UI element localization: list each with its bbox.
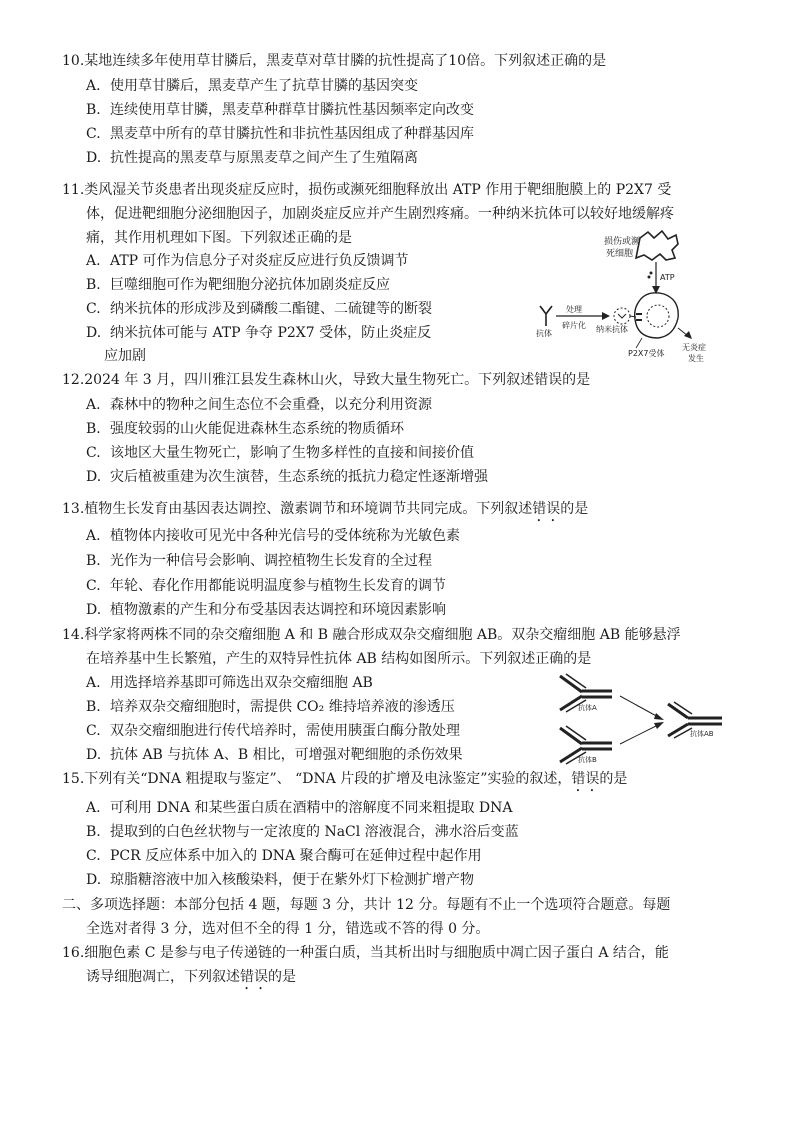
dead-cell-shape: [636, 231, 678, 260]
q15-emphasis: 错误: [571, 771, 600, 787]
q16-stem-line1: 16.细胞色素 C 是参与电子传递链的一种蛋白质，当其析出时与细胞质中凋亡因子蛋白 A 结合，能: [62, 945, 669, 961]
q12-stem: 12.2024 年 3 月，四川雅江县发生森林山火，导致大量生物死亡。下列叙述错误的是: [62, 372, 591, 388]
q14-option-a: A. 用选择培养基即可筛选出双杂交瘤细胞 AB: [86, 675, 373, 691]
antibody-label: 抗体: [536, 329, 552, 338]
process-label-1: 处理: [566, 305, 582, 314]
q10-option-b: B. 连续使用草甘膦，黑麦草种群草甘膦抗性基因频率定向改变: [86, 102, 474, 118]
q11-mechanism-figure: [532, 228, 722, 368]
nano-antibody-label: 纳米抗体: [596, 325, 628, 334]
antibody-b-label: 抗体B: [578, 756, 597, 764]
q14-option-c: C. 双杂交瘤细胞进行传代培养时，需使用胰蛋白酶分散处理: [86, 723, 460, 739]
antibody-a-label: 抗体A: [578, 704, 597, 712]
q12-option-d: D. 灾后植被重建为次生演替，生态系统的抵抗力稳定性逐渐增强: [86, 469, 488, 485]
q14-antibody-figure: [556, 670, 731, 770]
q11-stem-line1: 11.类风湿关节炎患者出现炎症反应时，损伤或濒死细胞释放出 ATP 作用于靶细胞膜上的 P2X7 受: [62, 182, 672, 198]
antibody-icon: [540, 306, 552, 326]
q10-stem: 10.某地连续多年使用草甘膦后，黑麦草对草甘膦的抗性提高了10倍。下列叙述正确的是: [62, 53, 607, 69]
q14-option-d: D. 抗体 AB 与抗体 A、B 相比，可增强对靶细胞的杀伤效果: [86, 747, 463, 763]
p2x7-label: P2X7受体: [628, 349, 665, 358]
atp-label: ATP: [660, 273, 675, 282]
q11-stem-line2: 体，促进靶细胞分泌细胞因子，加剧炎症反应并产生剧烈疼痛。一种纳米抗体可以较好地缓解疼: [86, 206, 674, 222]
q13-option-a: A. 植物体内接收可见光中各种光信号的受体统称为光敏色素: [86, 528, 460, 544]
antibody-ab-label: 抗体AB: [690, 730, 714, 738]
q13-option-c: C. 年轮、春化作用都能说明温度参与植物生长发育的调节: [86, 578, 446, 594]
q10-option-d: D. 抗性提高的黑麦草与原黑麦草之间产生了生殖隔离: [86, 150, 418, 166]
section2-heading-line2: 全选对者得 3 分，选对但不全的得 1 分，错选或不答的得 0 分。: [86, 921, 490, 937]
q14-stem-line2: 在培养基中生长繁殖，产生的双特异性抗体 AB 结构如图所示。下列叙述正确的是: [86, 651, 592, 667]
q11-option-a: A. ATP 可作为信息分子对炎症反应进行负反馈调节: [86, 253, 409, 269]
q15-option-c: C. PCR 反应体系中加入的 DNA 聚合酶可在延伸过程中起作用: [86, 848, 482, 864]
section2-heading-line1: 二、多项选择题：本部分包括 4 题，每题 3 分，共计 12 分。每题有不止一个选项符合题意。每题: [62, 897, 671, 913]
no-inflammation-label-2: 发生: [688, 354, 704, 363]
q12-option-a: A. 森林中的物种之间生态位不会重叠，以充分利用资源: [86, 397, 432, 413]
no-inflammation-label-1: 无炎症: [682, 343, 706, 352]
q11-option-c: C. 纳米抗体的形成涉及到磷酸二酯键、二硫键等的断裂: [86, 301, 432, 317]
q15-option-b: B. 提取到的白色丝状物与一定浓度的 NaCl 溶液混合，沸水浴后变蓝: [86, 824, 519, 840]
q15-option-a: A. 可利用 DNA 和某些蛋白质在酒精中的溶解度不同来粗提取 DNA: [86, 800, 513, 816]
q12-option-b: B. 强度较弱的山火能促进森林生态系统的物质循环: [86, 421, 404, 437]
q16-stem-line2: 诱导细胞凋亡，下列叙述错误的是: [86, 969, 296, 985]
q16-emphasis: 错误: [240, 969, 268, 985]
q11-option-d-cont: 应加剧: [104, 348, 146, 364]
q13-emphasis: 错误: [532, 501, 561, 517]
q11-option-b: B. 巨噬细胞可作为靶细胞分泌抗体加剧炎症反应: [86, 277, 390, 293]
q11-stem-line3: 痛，其作用机理如下图。下列叙述正确的是: [86, 230, 352, 246]
process-label-2: 碎片化: [562, 321, 586, 330]
dead-cell-label-1: 损伤或濒: [604, 237, 641, 247]
q11-option-d: D. 纳米抗体可能与 ATP 争夺 P2X7 受体，防止炎症反: [86, 325, 432, 341]
q13-option-d: D. 植物激素的产生和分布受基因表达调控和环境因素影响: [86, 602, 446, 618]
q15-stem: 15.下列有关“DNA 粗提取与鉴定”、 “DNA 片段的扩增及电泳鉴定”实验的叙述，错误的是: [62, 771, 628, 787]
q13-option-b: B. 光作为一种信号会影响、调控植物生长发育的全过程: [86, 553, 432, 569]
q14-stem-line1: 14.科学家将两株不同的杂交瘤细胞 A 和 B 融合形成双杂交瘤细胞 AB。双杂交瘤细胞 AB 能够悬浮: [62, 627, 681, 643]
dead-cell-label-2: 死细胞: [606, 249, 634, 259]
q14-option-b: B. 培养双杂交瘤细胞时，需提供 CO₂ 维持培养液的渗透压: [86, 699, 455, 715]
q10-option-c: C. 黑麦草中所有的草甘膦抗性和非抗性基因组成了种群基因库: [86, 126, 474, 142]
q13-stem: 13.植物生长发育由基因表达调控、激素调节和环境调节共同完成。下列叙述错误的是: [62, 501, 589, 517]
q10-option-a: A. 使用草甘膦后，黑麦草产生了抗草甘膦的基因突变: [86, 78, 418, 94]
q12-option-c: C. 该地区大量生物死亡，影响了生物多样性的直接和间接价值: [86, 445, 474, 461]
q15-option-d: D. 琼脂糖溶液中加入核酸染料，便于在紫外灯下检测扩增产物: [86, 872, 474, 888]
target-cell: [635, 293, 679, 338]
